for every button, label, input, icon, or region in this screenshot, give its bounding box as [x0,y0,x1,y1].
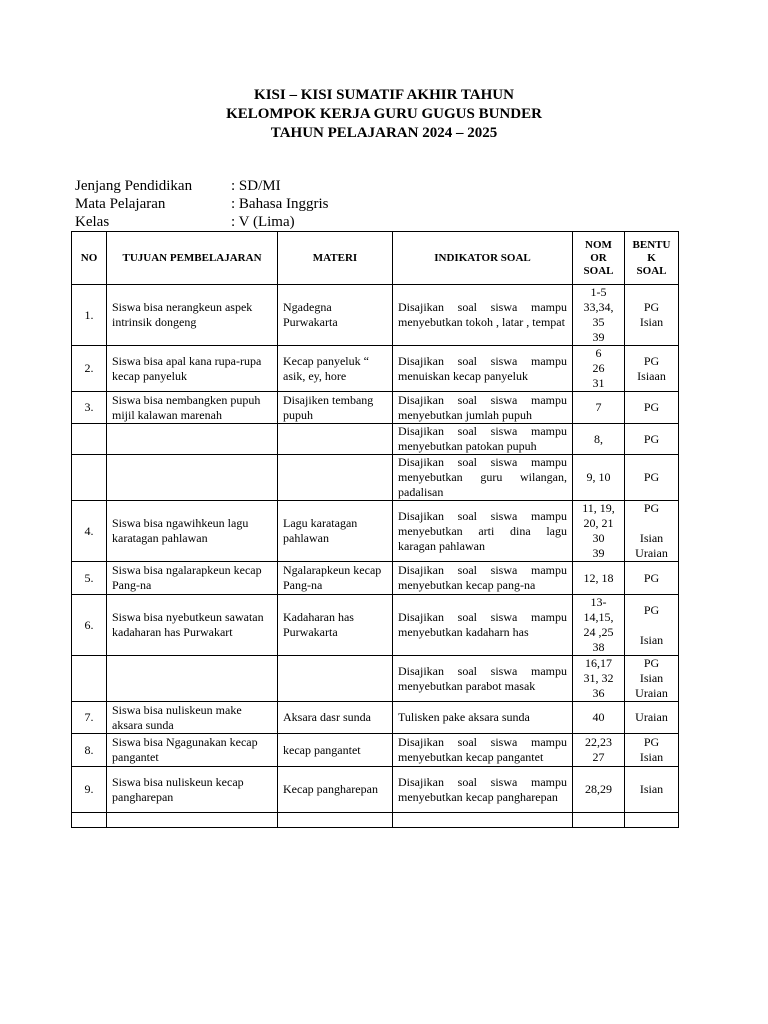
cell-nomor [573,656,625,702]
cell-nomor [573,702,625,734]
meta-value: : V (Lima) [231,214,295,230]
cell-nomor [573,734,625,767]
bentuk-line: PG [643,300,660,314]
cell-no [72,656,107,702]
column-header-tujuan: TUJUAN PEMBELAJARAN [107,232,278,285]
table-row [72,501,679,562]
cell-indikator: Disajikan soal siswa mampu menuiskan kecap panyeluk [393,346,573,392]
cell-indikator: Disajikan soal siswa mampu menyebutkan arti dina lagu karagan pahlawan [393,501,573,562]
cell-indikator: Disajikan soal siswa mampu menyebutkan jumlah pupuh [393,392,573,424]
empty-cell [278,813,393,828]
bentuk-line: Isian [639,782,664,796]
nomor-line: 30 [592,531,605,545]
bentuk-line: Isian [639,531,664,545]
cell-materi [278,455,393,501]
cell-tujuan: Siswa bisa nembangken pupuh mijil kalawan marenah [107,392,278,424]
bentuk-line: Isian [639,750,664,764]
meta-label: Mata Pelajaran [75,196,166,212]
cell-indikator: Disajikan soal siswa mampu menyebutkan patokan pupuh [393,424,573,455]
table-row [72,346,679,392]
table-row [72,595,679,656]
nomor-line: 31, 32 [583,671,614,685]
cell-no: 9. [72,767,107,813]
bentuk-line: Uraian [635,686,668,700]
meta-mapel [75,195,328,213]
bentuk-line: PG [643,602,660,617]
nomor-line: 39 [592,330,605,344]
column-header-indikator: INDIKATOR SOAL [393,232,573,285]
document-year: TAHUN PELAJARAN 2024 – 2025 [270,125,498,141]
cell-nomor [573,346,625,392]
header-line: BENTU [632,238,671,251]
meta-jenjang [75,177,328,195]
cell-no: 4. [72,501,107,562]
cell-indikator: Disajikan soal siswa mampu menyebutkan kecap pang-na [393,562,573,595]
bentuk-line: Isiaan [637,368,666,383]
cell-bentuk [625,595,679,656]
cell-tujuan: Siswa bisa Ngagunakan kecap pangantet [107,734,278,767]
meta-label: Jenjang Pendidikan [75,178,193,194]
table-row-empty [72,813,679,828]
document-title: KISI – KISI SUMATIF AKHIR TAHUN [254,87,514,103]
cell-no [72,455,107,501]
nomor-line: 26 [592,361,605,375]
header-line: NOM [585,238,612,251]
cell-indikator: Disajikan soal siswa mampu menyebutkan kecap pangharepan [393,767,573,813]
cell-bentuk [625,346,679,392]
cell-indikator: Disajikan soal siswa mampu menyebutkan kadaharn has [393,595,573,656]
cell-nomor [573,285,625,346]
nomor-line: 27 [592,750,605,764]
cell-bentuk [625,285,679,346]
bentuk-line: PG [643,656,660,670]
cell-materi: kecap pangantet [278,734,393,767]
cell-bentuk [625,424,679,455]
empty-cell [72,813,107,828]
cell-materi: Kadaharan has Purwakarta [278,595,393,656]
bentuk-line: PG [643,470,660,484]
cell-bentuk [625,392,679,424]
cell-materi: Aksara dasr sunda [278,702,393,734]
bentuk-line: PG [643,431,660,446]
cell-tujuan: Siswa bisa nyebutkeun sawatan kadaharan has Purwakart [107,595,278,656]
cell-indikator: Disajikan soal siswa mampu menyebutkan parabot masak [393,656,573,702]
document-subtitle: KELOMPOK KERJA GURU GUGUS BUNDER [226,106,542,122]
document-title-block [0,86,768,143]
cell-no: 3. [72,392,107,424]
meta-kelas [75,213,328,231]
cell-tujuan [107,455,278,501]
header-line: SOAL [583,264,614,277]
cell-tujuan: Siswa bisa apal kana rupa-rupa kecap panyeluk [107,346,278,392]
bentuk-line: Isian [639,315,664,329]
column-header-nomor [573,232,625,285]
cell-no: 8. [72,734,107,767]
nomor-line: 38 [592,640,605,654]
nomor-line: 28,29 [585,782,612,796]
cell-indikator: Disajikan soal siswa mampu menyebutkan kecap pangantet [393,734,573,767]
cell-no: 7. [72,702,107,734]
cell-nomor [573,392,625,424]
cell-no: 2. [72,346,107,392]
document-meta [75,177,328,231]
table-row [72,562,679,595]
table-row [72,285,679,346]
cell-materi: Disajiken tembang pupuh [278,392,393,424]
column-header-no: NO [72,232,107,285]
cell-nomor [573,424,625,455]
bentuk-line: Isian [639,671,664,685]
nomor-line: 20, 21 [583,516,614,530]
cell-tujuan [107,424,278,455]
cell-nomor [573,595,625,656]
cell-indikator: Disajikan soal siswa mampu menyebutkan guru wilangan, padalisan [393,455,573,501]
bentuk-line: PG [643,570,660,585]
nomor-line: 36 [592,686,605,700]
nomor-line: 9, 10 [586,470,611,484]
cell-bentuk [625,562,679,595]
table-row [72,392,679,424]
meta-value: : Bahasa Inggris [231,196,329,212]
cell-no: 1. [72,285,107,346]
bentuk-line: PG [643,735,660,749]
meta-value: : SD/MI [231,178,281,194]
nomor-line: 1-5 [590,285,607,299]
nomor-line: 39 [592,546,605,560]
cell-materi: Ngadegna Purwakarta [278,285,393,346]
table-body [72,285,679,828]
cell-indikator: Tulisken pake aksara sunda [393,702,573,734]
cell-tujuan: Siswa bisa ngawihkeun lagu karatagan pahlawan [107,501,278,562]
cell-tujuan: Siswa bisa ngalarapkeun kecap Pang-na [107,562,278,595]
nomor-line: 6 [595,346,602,360]
empty-cell [573,813,625,828]
nomor-line: 24 ,25 [583,625,614,639]
nomor-line: 12, 18 [583,570,614,585]
bentuk-line [630,516,673,531]
kisi-table [71,231,679,828]
cell-tujuan [107,656,278,702]
nomor-line: 40 [592,710,605,724]
cell-nomor [573,501,625,562]
bentuk-line: PG [643,353,660,368]
cell-materi [278,656,393,702]
empty-cell [393,813,573,828]
nomor-line: 16,17 [585,656,612,670]
cell-bentuk [625,734,679,767]
cell-no: 6. [72,595,107,656]
table-row [72,424,679,455]
column-header-bentuk [625,232,679,285]
header-line: K [647,251,656,264]
cell-materi: Lagu karatagan pahlawan [278,501,393,562]
cell-materi: Ngalarapkeun kecap Pang-na [278,562,393,595]
cell-tujuan: Siswa bisa nuliskeun make aksara sunda [107,702,278,734]
table-row [72,734,679,767]
table-row [72,702,679,734]
column-header-materi: MATERI [278,232,393,285]
cell-materi [278,424,393,455]
bentuk-line: PG [643,501,660,515]
table-row [72,767,679,813]
nomor-line: 14,15, [583,610,614,624]
nomor-line: 13- [590,595,607,609]
bentuk-line: PG [643,400,660,414]
empty-cell [625,813,679,828]
cell-materi: Kecap panyeluk “ asik, ey, hore [278,346,393,392]
cell-nomor [573,455,625,501]
cell-tujuan: Siswa bisa nuliskeun kecap pangharepan [107,767,278,813]
table-row [72,656,679,702]
empty-cell [107,813,278,828]
cell-bentuk [625,656,679,702]
header-line: SOAL [636,264,667,277]
cell-bentuk [625,501,679,562]
header-line: OR [590,251,607,264]
cell-bentuk [625,767,679,813]
bentuk-line [630,618,673,633]
meta-label: Kelas [75,214,110,230]
cell-nomor [573,562,625,595]
cell-tujuan: Siswa bisa nerangkeun aspek intrinsik dongeng [107,285,278,346]
table-header-row [72,232,679,285]
nomor-line: 22,23 [585,735,612,749]
cell-no [72,424,107,455]
bentuk-line: Uraian [635,710,668,724]
nomor-line: 11, 19, [582,501,615,515]
cell-no: 5. [72,562,107,595]
nomor-line: 33,34, [583,300,614,314]
nomor-line: 8, [594,431,603,446]
cell-bentuk [625,455,679,501]
table-row [72,455,679,501]
nomor-line: 35 [592,315,605,329]
bentuk-line: Isian [639,632,664,647]
nomor-line: 31 [592,376,605,390]
cell-indikator: Disajikan soal siswa mampu menyebutkan tokoh , latar , tempat [393,285,573,346]
cell-materi: Kecap pangharepan [278,767,393,813]
bentuk-line: Uraian [635,546,668,560]
cell-nomor [573,767,625,813]
nomor-line: 7 [595,400,602,414]
cell-bentuk [625,702,679,734]
